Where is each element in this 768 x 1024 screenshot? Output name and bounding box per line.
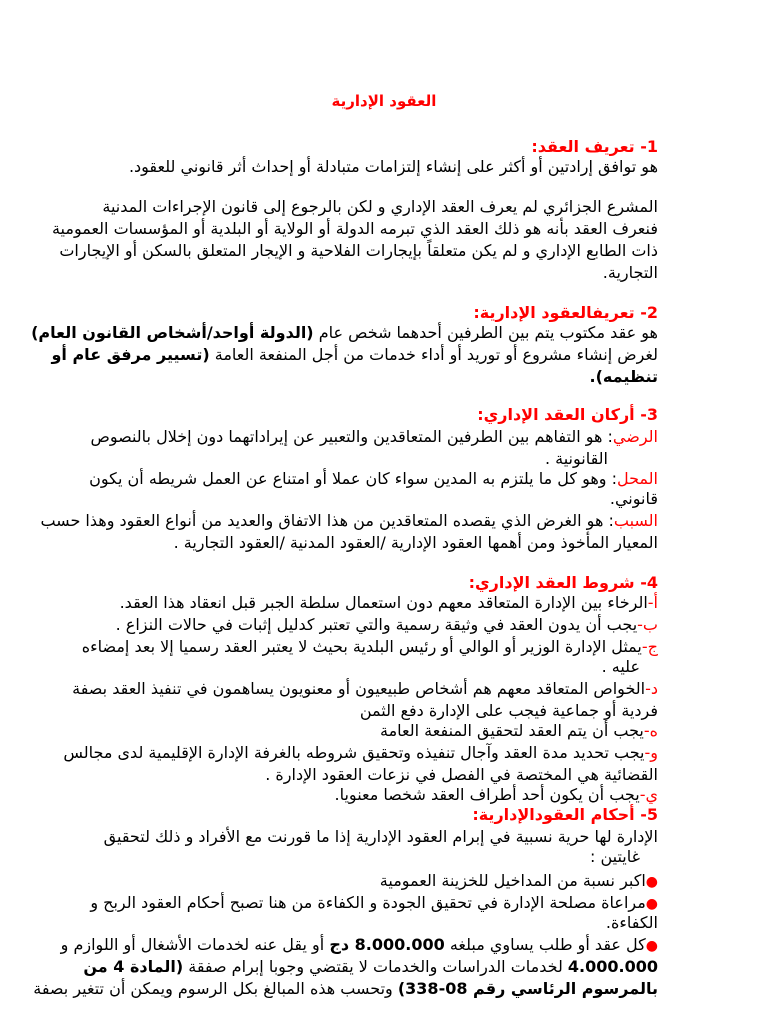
text-run: يجب أن يتم العقد لتحقيق المنفعة العامة <box>380 721 644 740</box>
section-1-heading <box>102 136 658 158</box>
bold-text-run: بالمرسوم الرئاسي رقم 08-338) <box>397 979 658 998</box>
text-run: كل عقد أو طلب يساوي مبلغه <box>449 935 646 954</box>
text-run: يجب أن يدون العقد في وثيقة رسمية والتي تعتبر كدليل إثبات في حالات النزاع . <box>115 615 638 634</box>
item-marker: ي- <box>639 785 658 804</box>
section-5-heading <box>102 804 658 826</box>
bullet-icon: ● <box>645 938 658 954</box>
text-run: الرخاء بين الإدارة المتعاقد معهم دون استعمال سلطة الجبر قبل انعقاد هذا العقد. <box>119 593 648 612</box>
text-run: يجب أن يكون أحد أطراف العقد شخصا معنويا. <box>334 785 640 804</box>
text-run: الخواص المتعاقد معهم هم أشخاص طبيعيون أو معنويون يساهمون في تنفيذ العقد بصفة <box>72 679 646 698</box>
text-run: : هو التفاهم بين الطرفين المتعاقدين والتعبير عن إيراداتهما دون إخلال بالنصوص <box>90 427 613 446</box>
paragraph-line: فردية أو جماعية فيجب على الإدارة دفع الثمن <box>359 701 658 720</box>
bold-text-run: تنظيمه). <box>589 367 658 386</box>
section-heading-text: 2- تعريفالعقود الإدارية: <box>473 303 658 322</box>
section-2-heading <box>102 302 658 324</box>
item-marker: أ- <box>647 593 658 612</box>
text-run: يجب تحديد مدة العقد وآجال تنفيذه وتحقيق شروطه بالغرفة الإدارة الإقليمية لدى مجالس <box>63 743 645 762</box>
bullet-item <box>102 870 658 893</box>
paragraph-line <box>40 510 658 532</box>
text-run: لخدمات الدراسات والخدمات لا يقتضي وجوبا إبرام صفقة <box>188 957 563 976</box>
paragraph-line: عليه . <box>601 657 640 676</box>
paragraph-line <box>51 344 658 366</box>
paragraph-line: المشرع الجزائري لم يعرف العقد الإداري و لكن بالرجوع إلى قانون الإجراءات المدنية <box>102 197 658 216</box>
text-run: يمثل الإدارة الوزير أو الوالي أو رئيس البلدية بحيث لا يعتبر العقد رسميا إلا بعد إمضاءه <box>81 637 642 656</box>
paragraph-line <box>89 468 658 490</box>
bold-text-run: (الدولة أواحد/أشخاص القانون العام) <box>31 323 314 342</box>
paragraph-line: فنعرف العقد بأنه هو ذلك العقد الذي تبرمه الدولة أو الولاية أو البلدية أو المؤسسات العمومية <box>51 219 658 238</box>
item-marker: ب- <box>637 615 658 634</box>
bullet-icon: ● <box>645 896 658 912</box>
section-heading-text: 5- أحكام العقودالإدارية: <box>472 805 658 824</box>
list-item <box>102 784 658 806</box>
paragraph-line: هو توافق إرادتين أو أكثر على إنشاء إلتزامات متبادلة أو إحداث أثر قانوني للعقود. <box>128 157 658 176</box>
text-run: اكبر نسبة من المداخيل للخزينة العمومية <box>379 871 646 890</box>
list-item <box>102 614 658 636</box>
text-run: : وهو كل ما يلتزم به المدين سواء كان عملا أو امتناع عن العمل شريطه أن يكون <box>89 469 617 488</box>
paragraph-line: المعيار المأخوذ ومن أهمها العقود الإدارية /العقود المدنية /العقود التجارية . <box>173 533 658 552</box>
bullet-icon: ● <box>645 874 658 890</box>
paragraph-line: قانوني. <box>609 489 658 508</box>
text-run: هو عقد مكتوب يتم بين الطرفين أحدهما شخص عام <box>318 323 658 342</box>
bold-text-run: 4.000.000 <box>567 957 658 976</box>
paragraph-line <box>31 322 658 344</box>
item-marker: د- <box>645 679 658 698</box>
bullet-item <box>60 934 658 957</box>
list-item <box>63 742 658 764</box>
paragraph-line: غايتين : <box>589 847 640 866</box>
document-title: العقود الإدارية <box>331 92 437 110</box>
section-heading-text: 3- أركان العقد الإداري: <box>477 405 658 424</box>
section-heading-text: 4- شروط العقد الإداري: <box>468 573 658 592</box>
paragraph-line <box>102 366 658 388</box>
term-label: الرضي <box>612 427 658 446</box>
paragraph-line: الكفاءة. <box>605 913 658 932</box>
paragraph-line <box>33 978 658 1000</box>
list-item <box>81 636 658 658</box>
paragraph-line: ذات الطابع الإداري و لم يكن متعلقاً بإيجارات الفلاحية و الإيجار المتعلق بالسكن أو الإيجارات <box>59 241 658 260</box>
section-4-heading <box>102 572 658 594</box>
paragraph-line: القانونية . <box>544 449 608 468</box>
paragraph-line <box>83 956 658 978</box>
text-run: أو يقل عنه لخدمات الأشغال أو اللوازم و <box>60 935 325 954</box>
bold-text-run: (تسيير مرفق عام أو <box>51 345 210 364</box>
paragraph-line <box>90 426 658 448</box>
bold-text-run: 8.000.000 دج <box>329 935 445 954</box>
item-marker: ه- <box>643 721 658 740</box>
paragraph-line: التجارية. <box>602 263 658 282</box>
item-marker: و- <box>644 743 658 762</box>
paragraph-line: الإدارة لها حرية نسبية في إبرام العقود الإدارية إذا ما قورنت مع الأفراد و ذلك لتحقيق <box>103 827 658 846</box>
paragraph-line: القضائية هي المختصة في الفصل في نزعات العقود الإدارة . <box>265 765 658 784</box>
text-run: وتحسب هذه المبالغ بكل الرسوم ويمكن أن تتغير بصفة <box>33 979 393 998</box>
term-label: السبب <box>613 511 658 530</box>
list-item <box>72 678 658 700</box>
list-item <box>102 720 658 742</box>
section-heading-text: 1- تعريف العقد: <box>531 137 658 156</box>
list-item <box>102 592 658 614</box>
bold-text-run: (المادة 4 من <box>83 957 184 976</box>
text-run: لغرض إنشاء مشروع أو توريد أو أداء خدمات من أجل المنفعة العامة <box>214 345 658 364</box>
text-run: مراعاة مصلحة الإدارة في تحقيق الجودة و الكفاءة من هنا تصبح أحكام العقود الربح و <box>90 893 646 912</box>
term-label: المحل <box>616 469 658 488</box>
section-3-heading <box>102 404 658 426</box>
text-run: : هو الغرض الذي يقصده المتعاقدين من هذا الاتفاق والعديد من أنواع العقود وهذا حسب <box>40 511 614 530</box>
item-marker: ج- <box>641 637 658 656</box>
